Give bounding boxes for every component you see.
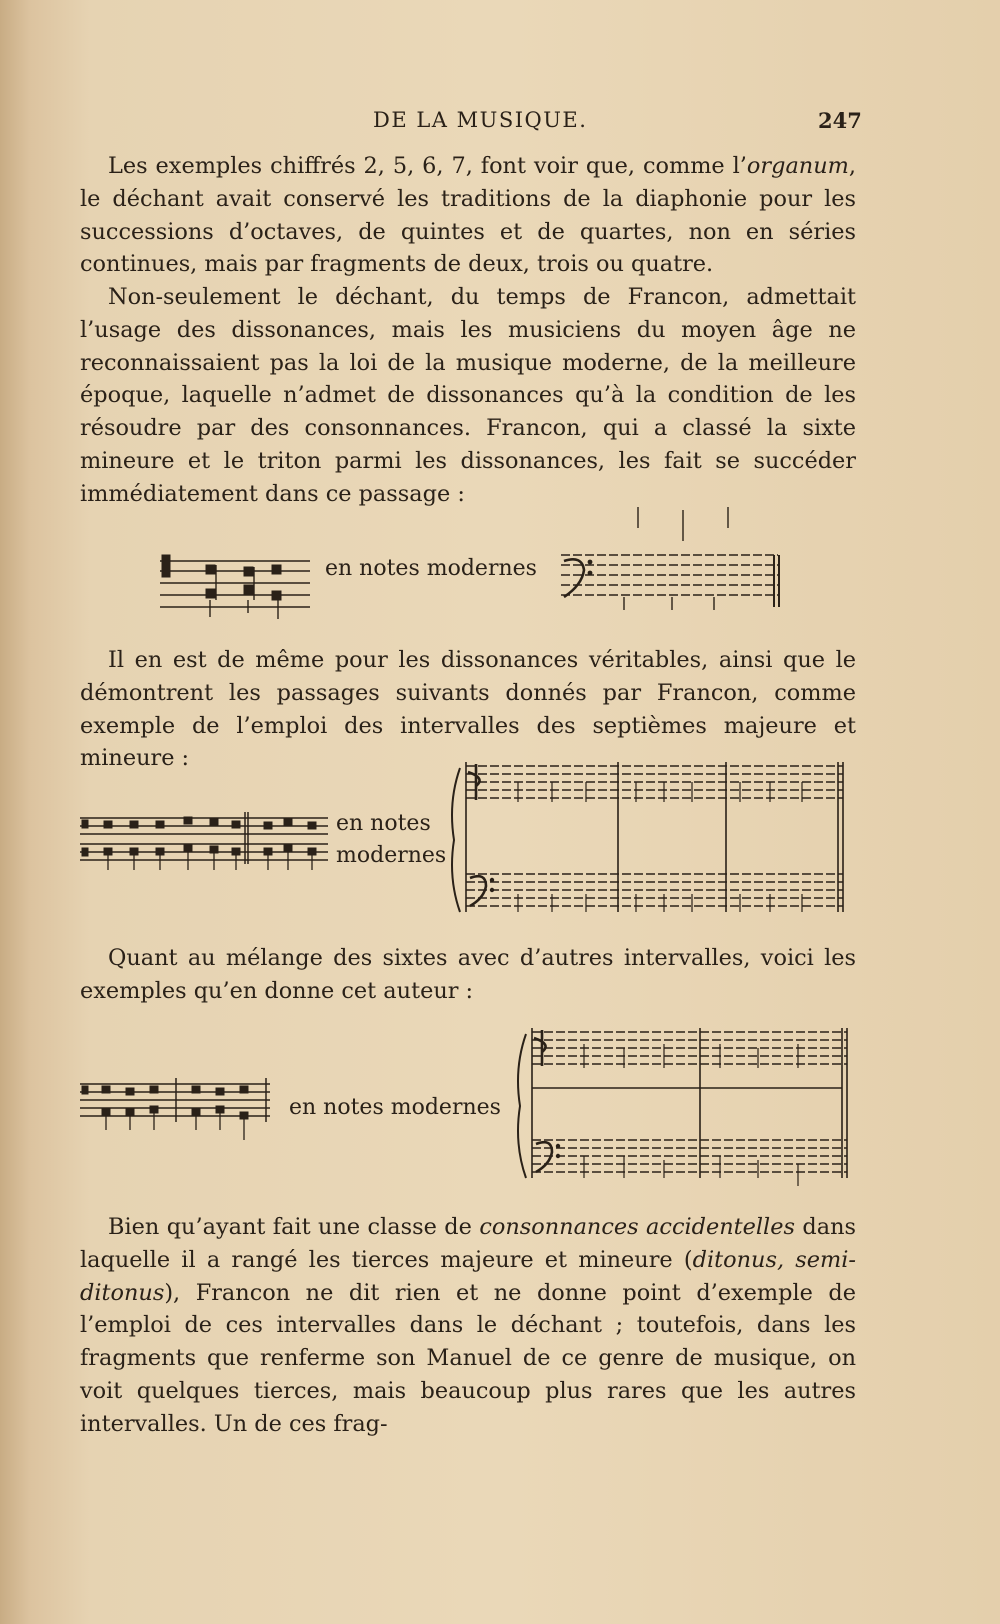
paragraph-2: Non-seulement le déchant, du temps de Francon, admettait l’usage des dissonances, mais les musiciens du moyen âge ne reconnaissaient pas la loi de la musique moderne, de la meilleure époque, laquelle n’admet de dissonances qu’à la condition de les résoudre par des consonnances. Francon, qui a classé la sixte mineure et le triton parmi les dissonances, les fait se succéder immédiatement dans ce passage : [80, 284, 856, 507]
modern-staff-1 [556, 515, 786, 615]
example-2-caption: en notes modernes [336, 811, 447, 868]
neume-staff-3 [80, 1078, 275, 1148]
example-1-caption: en notes modernes [325, 556, 537, 581]
neume-staff-2 [80, 812, 330, 877]
page-number: 247 [818, 108, 862, 133]
paragraph-3: Il en est de même pour les dissonances véritables, ainsi que le démontrent les passages suivants donnés par Francon, comme exemple de l’emploi des intervalles des septièmes majeure et mineure : [80, 647, 856, 772]
paragraph-4: Quant au mélange des sixtes avec d’autres intervalles, voici les exemples qu’en donne cet auteur : [80, 945, 856, 1004]
paragraph-1: Les exemples chiffrés 2, 5, 6, 7, font voir que, comme l’organum, le déchant avait conservé les traditions de la diaphonie pour les successions d’octaves, de quintes et de quartes, non en séries continues, mais par fragments de deux, trois ou quatre. [80, 153, 856, 278]
example-3-caption: en notes modernes [289, 1095, 501, 1120]
running-title: DE LA MUSIQUE. [373, 108, 588, 132]
paragraph-5: Bien qu’ayant fait une classe de consonnances accidentelles dans laquelle il a rangé les tierces majeure et mineure (ditonus, semi-ditonus), Francon ne dit rien et ne donne point d’exemple de l’emploi de ces intervalles dans le déchant ; toutefois, dans les fragments que renferme son Manuel de ce genre de musique, on voit quelques tierces, mais beaucoup plus rares que les autres intervalles. Un de ces frag- [80, 1214, 856, 1437]
page-header [0, 108, 1000, 142]
modern-score-3 [512, 1028, 852, 1188]
neume-staff-1 [160, 555, 315, 625]
modern-score-2 [446, 762, 846, 922]
